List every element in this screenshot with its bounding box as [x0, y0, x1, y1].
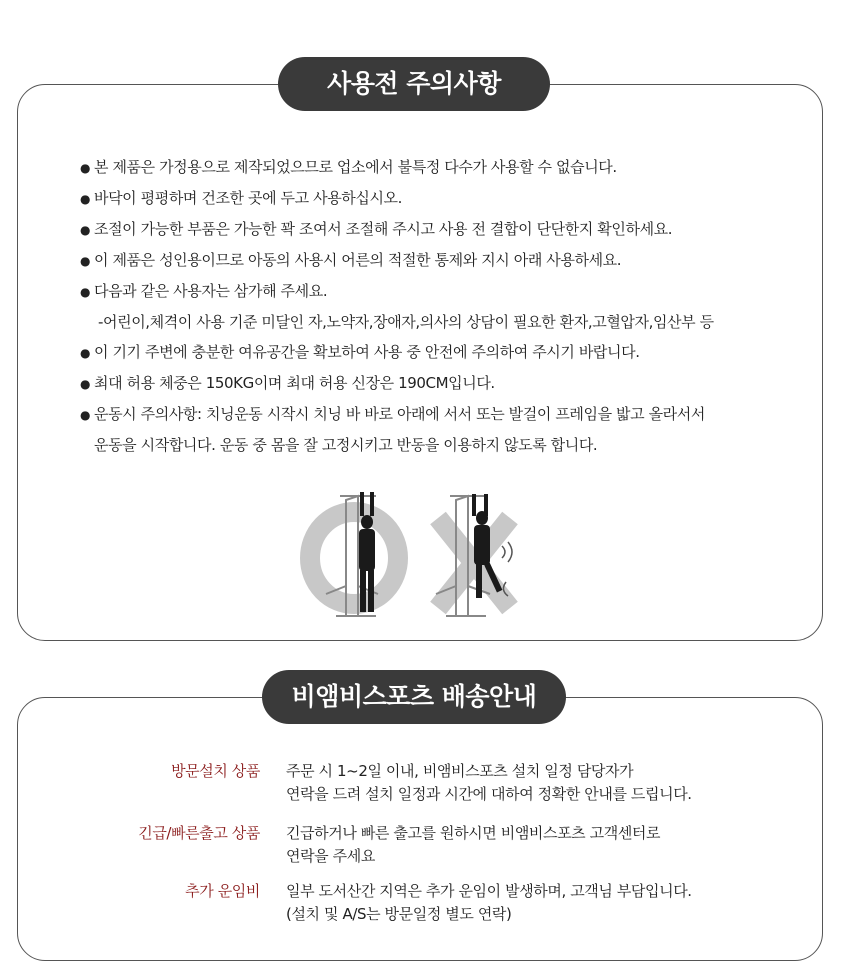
bullet-icon: ●	[80, 254, 91, 268]
delivery-desc	[286, 880, 692, 926]
bullet-icon: ●	[80, 161, 91, 175]
caution-item: ● 최대 허용 체중은 150KG이며 최대 허용 신장은 190CM입니다.	[80, 368, 800, 399]
bullet-icon: ●	[80, 192, 91, 206]
delivery-desc	[286, 822, 660, 868]
delivery-desc-line: 연락을 드려 설치 일정과 시간에 대하여 정확한 안내를 드립니다.	[286, 785, 692, 803]
delivery-desc-line: (설치 및 A/S는 방문일정 별도 연락)	[286, 905, 512, 923]
delivery-label: 방문설치 상품	[171, 762, 260, 780]
delivery-label: 추가 운임비	[185, 882, 260, 900]
delivery-title: 비앰비스포츠 배송안내	[262, 670, 566, 724]
delivery-label: 긴급/빠른출고 상품	[138, 824, 260, 842]
delivery-desc-line: 일부 도서산간 지역은 추가 운임이 발생하며, 고객님 부담입니다.	[286, 882, 692, 900]
caution-item: ● 이 제품은 성인용이므로 아동의 사용시 어른의 적절한 통제와 지시 아래 사용하세요.	[80, 245, 800, 276]
delivery-desc-line: 연락을 주세요	[286, 847, 375, 865]
delivery-desc	[286, 760, 692, 806]
bullet-icon: ●	[80, 408, 91, 422]
bullet-icon: ●	[80, 377, 91, 391]
caution-list	[80, 152, 800, 460]
caution-item: ● 다음과 같은 사용자는 삼가해 주세요.	[80, 276, 800, 307]
chinup-posture-illustration	[296, 486, 536, 626]
motion-lines-icon	[502, 542, 512, 596]
caution-item-continuation: 운동을 시작합니다. 운동 중 몸을 잘 고정시키고 반동을 이용하지 않도록 합니다.	[94, 436, 598, 454]
caution-title: 사용전 주의사항	[278, 57, 550, 111]
bullet-icon: ●	[80, 223, 91, 237]
caution-item: ● 이 기기 주변에 충분한 여유공간을 확보하여 사용 중 안전에 주의하여 주시기 바랍니다.	[80, 337, 800, 368]
delivery-desc-line: 긴급하거나 빠른 출고를 원하시면 비앰비스포츠 고객센터로	[286, 824, 661, 842]
caution-item: ● 조절이 가능한 부품은 가능한 꽉 조여서 조절해 주시고 사용 전 결합이 단단한지 확인하세요.	[80, 214, 800, 245]
correct-o-mark	[310, 512, 398, 604]
delivery-desc-line: 주문 시 1~2일 이내, 비앰비스포츠 설치 일정 담당자가	[286, 762, 634, 780]
caution-item-sub: -어린이,체격이 사용 기준 미달인 자,노약자,장애자,의사의 상담이 필요한 환자,고혈압자,임산부 등	[98, 313, 714, 331]
bullet-icon: ●	[80, 346, 91, 360]
bullet-icon: ●	[80, 285, 91, 299]
caution-item: ● 바닥이 평평하며 건조한 곳에 두고 사용하십시오.	[80, 183, 800, 214]
caution-item: ● 운동시 주의사항: 치닝운동 시작시 치닝 바 바로 아래에 서서 또는 발걸이 프레임을 밟고 올라서서	[80, 399, 800, 430]
caution-item: ● 본 제품은 가정용으로 제작되었으므로 업소에서 불특정 다수가 사용할 수 없습니다.	[80, 152, 800, 183]
